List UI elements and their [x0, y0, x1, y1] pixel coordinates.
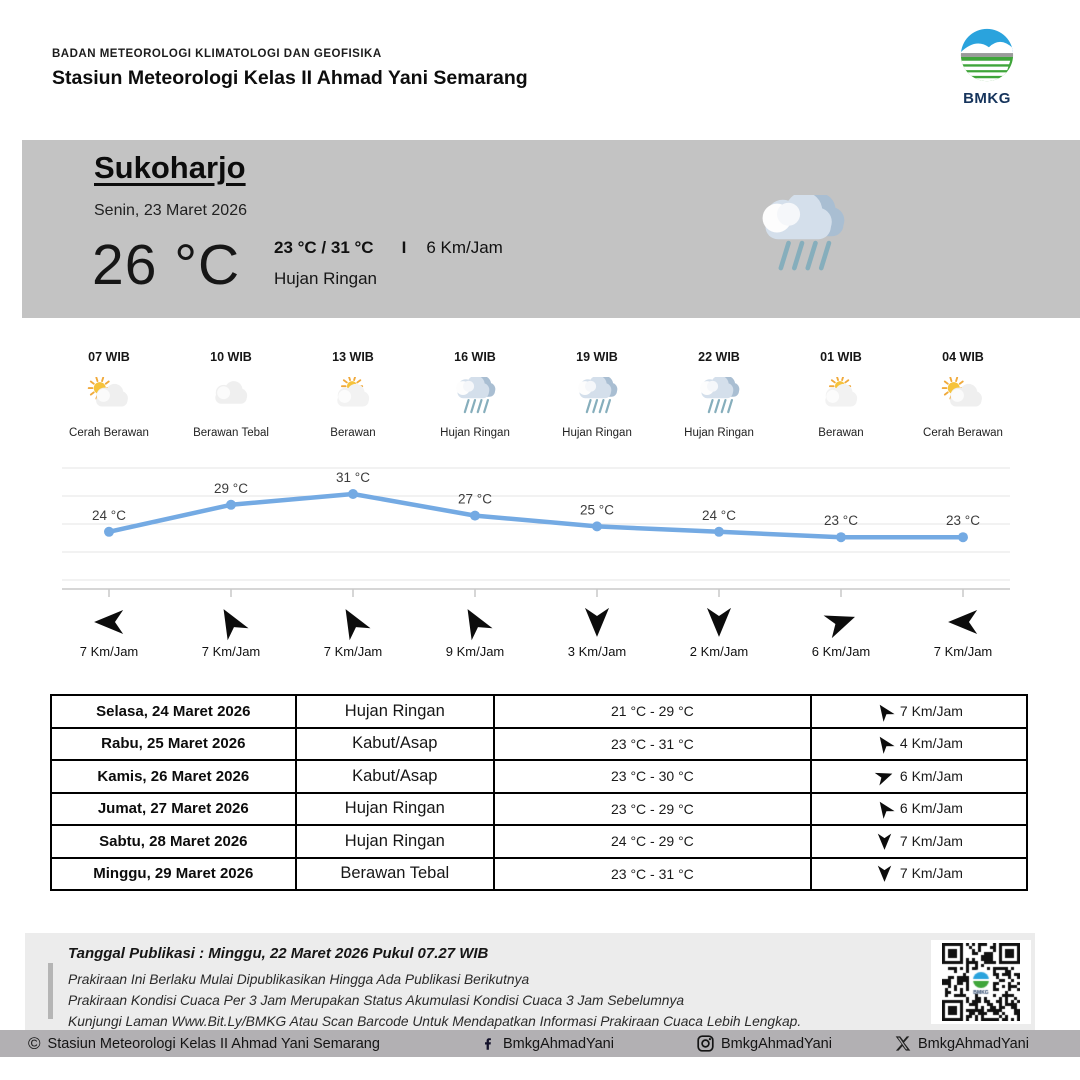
berawan-icon — [292, 370, 414, 424]
wind-direction-icon — [902, 602, 1024, 642]
wind-direction-icon — [658, 602, 780, 642]
wind-item — [414, 602, 536, 659]
wind-speed: 2 Km/Jam — [689, 644, 749, 659]
footer-notes — [68, 969, 801, 1032]
svg-text:25 °C: 25 °C — [580, 502, 614, 518]
facebook-handle: BmkgAhmadYani — [503, 1035, 614, 1052]
daily-wind: 7 Km/Jam — [811, 858, 1027, 891]
wind-direction-icon — [875, 703, 900, 719]
detail-separator: I — [401, 238, 407, 257]
daily-date: Selasa, 24 Maret 2026 — [51, 695, 296, 728]
hujan-ringan-icon — [414, 370, 536, 424]
wind-direction-icon — [292, 602, 414, 642]
footer-note-line: Prakiraan Ini Berlaku Mulai Dipublikasikan Hingga Ada Publikasi Berikutnya — [68, 972, 530, 987]
table-row — [51, 858, 1027, 891]
daily-wind: 7 Km/Jam — [811, 825, 1027, 858]
hourly-condition: Hujan Ringan — [440, 427, 510, 439]
wind-speed: 7 Km/Jam — [79, 644, 139, 659]
bmkg-logo-icon — [958, 71, 1016, 88]
berawan-icon — [780, 370, 902, 424]
bmkg-logo — [952, 26, 1022, 107]
daily-forecast-table — [50, 694, 1028, 891]
social-facebook — [480, 1030, 614, 1057]
wind-speed: 7 Km/Jam — [201, 644, 261, 659]
wind-speed: 9 Km/Jam — [445, 644, 505, 659]
wind-item — [902, 602, 1024, 659]
wind-item — [292, 602, 414, 659]
footer-note-line: Kunjungi Laman Www.Bit.Ly/BMKG Atau Scan Barcode Untuk Mendapatkan Informasi Prakiraan Cuaca Lebih Lengkap. — [68, 1014, 802, 1029]
temperature-chart-svg — [48, 458, 1024, 600]
current-wind: 6 Km/Jam — [426, 238, 503, 257]
hourly-item — [780, 350, 902, 439]
cerah-berawan-icon — [902, 370, 1024, 424]
hourly-time: 04 WIB — [942, 350, 984, 364]
daily-temp-range: 24 °C - 29 °C — [494, 825, 811, 858]
daily-wind: 4 Km/Jam — [811, 728, 1027, 761]
wind-direction-icon — [875, 865, 900, 881]
hujan-ringan-icon — [658, 370, 780, 424]
daily-date: Rabu, 25 Maret 2026 — [51, 728, 296, 761]
instagram-handle: BmkgAhmadYani — [721, 1035, 832, 1052]
station-name: Stasiun Meteorologi Kelas II Ahmad Yani Semarang — [52, 67, 528, 89]
daily-temp-range: 23 °C - 31 °C — [494, 728, 811, 761]
daily-date: Minggu, 29 Maret 2026 — [51, 858, 296, 891]
publication-date: Tanggal Publikasi : Minggu, 22 Maret 2026 Pukul 07.27 WIB — [68, 945, 489, 962]
daily-condition: Kabut/Asap — [296, 728, 494, 761]
location-title: Sukoharjo — [94, 150, 246, 185]
daily-condition: Berawan Tebal — [296, 858, 494, 891]
svg-text:24 °C: 24 °C — [702, 507, 736, 523]
temperature-chart — [48, 458, 1024, 605]
table-row — [51, 728, 1027, 761]
x-handle: BmkgAhmadYani — [918, 1035, 1029, 1052]
hourly-item — [170, 350, 292, 439]
svg-text:23 °C: 23 °C — [946, 513, 980, 529]
svg-text:29 °C: 29 °C — [214, 480, 248, 496]
header-titles — [52, 48, 528, 90]
wind-item — [48, 602, 170, 659]
daily-date: Sabtu, 28 Maret 2026 — [51, 825, 296, 858]
wind-speed: 3 Km/Jam — [567, 644, 627, 659]
svg-text:23 °C: 23 °C — [824, 513, 858, 529]
wind-direction-icon — [875, 768, 900, 784]
wind-forecast-row — [48, 602, 1024, 659]
wind-direction-icon — [875, 833, 900, 849]
bottom-bar — [0, 1030, 1080, 1057]
daily-condition: Kabut/Asap — [296, 760, 494, 793]
current-condition: Hujan Ringan — [274, 269, 378, 288]
qr-code-icon — [942, 943, 1020, 1021]
daily-temp-range: 21 °C - 29 °C — [494, 695, 811, 728]
table-row — [51, 695, 1027, 728]
wind-direction-icon — [48, 602, 170, 642]
wind-direction-icon — [780, 602, 902, 642]
social-x — [895, 1030, 1029, 1057]
hourly-forecast-row — [48, 350, 1024, 439]
table-row — [51, 825, 1027, 858]
footer-panel — [25, 933, 1035, 1030]
wind-speed: 7 Km/Jam — [933, 644, 993, 659]
wind-direction-icon — [875, 800, 900, 816]
daily-condition: Hujan Ringan — [296, 825, 494, 858]
hourly-condition: Berawan — [818, 427, 864, 439]
wind-item — [536, 602, 658, 659]
qr-code — [931, 940, 1031, 1024]
hourly-time: 22 WIB — [698, 350, 740, 364]
instagram-icon — [697, 1035, 714, 1052]
table-row — [51, 793, 1027, 826]
wind-direction-icon — [536, 602, 658, 642]
svg-text:27 °C: 27 °C — [458, 491, 492, 507]
hourly-condition: Berawan Tebal — [193, 427, 269, 439]
hourly-time: 19 WIB — [576, 350, 618, 364]
daily-wind: 7 Km/Jam — [811, 695, 1027, 728]
daily-temp-range: 23 °C - 29 °C — [494, 793, 811, 826]
current-date: Senin, 23 Maret 2026 — [94, 202, 247, 219]
current-temperature: 26 °C — [92, 233, 241, 297]
hourly-condition: Berawan — [330, 427, 376, 439]
hourly-time: 13 WIB — [332, 350, 374, 364]
social-instagram — [697, 1030, 832, 1057]
current-conditions-card — [22, 140, 1080, 318]
header — [0, 0, 1080, 140]
wind-speed: 6 Km/Jam — [811, 644, 871, 659]
hourly-item — [902, 350, 1024, 439]
hourly-item — [536, 350, 658, 439]
bmkg-logo-label: BMKG — [963, 90, 1011, 107]
wind-item — [780, 602, 902, 659]
daily-temp-range: 23 °C - 31 °C — [494, 858, 811, 891]
daily-wind: 6 Km/Jam — [811, 793, 1027, 826]
copyright-item — [28, 1030, 380, 1057]
daily-condition: Hujan Ringan — [296, 695, 494, 728]
hourly-item — [48, 350, 170, 439]
wind-direction-icon — [170, 602, 292, 642]
table-row — [51, 760, 1027, 793]
footer-note-line: Prakiraan Kondisi Cuaca Per 3 Jam Merupakan Status Akumulasi Kondisi Cuaca 3 Jam Sebelumnya — [68, 993, 685, 1008]
temp-range: 23 °C / 31 °C — [274, 238, 374, 257]
copyright-text: Stasiun Meteorologi Kelas II Ahmad Yani Semarang — [47, 1035, 380, 1052]
wind-item — [658, 602, 780, 659]
daily-temp-range: 23 °C - 30 °C — [494, 760, 811, 793]
svg-text:24 °C: 24 °C — [92, 507, 126, 523]
hourly-item — [414, 350, 536, 439]
hourly-time: 16 WIB — [454, 350, 496, 364]
current-details — [274, 238, 503, 289]
daily-wind: 6 Km/Jam — [811, 760, 1027, 793]
hujan-ringan-icon — [536, 370, 658, 424]
hourly-time: 01 WIB — [820, 350, 862, 364]
facebook-icon — [480, 1036, 496, 1052]
hourly-time: 10 WIB — [210, 350, 252, 364]
hourly-condition: Hujan Ringan — [562, 427, 632, 439]
hourly-time: 07 WIB — [88, 350, 130, 364]
hourly-condition: Hujan Ringan — [684, 427, 754, 439]
wind-direction-icon — [875, 735, 900, 751]
cerah-berawan-icon — [48, 370, 170, 424]
wind-direction-icon — [414, 602, 536, 642]
daily-date: Jumat, 27 Maret 2026 — [51, 793, 296, 826]
current-weather-icon — [752, 195, 852, 285]
footer-accent-bar — [48, 963, 53, 1019]
svg-text:31 °C: 31 °C — [336, 470, 370, 485]
wind-item — [170, 602, 292, 659]
berawan-tebal-icon — [170, 370, 292, 424]
agency-name: BADAN METEOROLOGI KLIMATOLOGI DAN GEOFISIKA — [52, 48, 382, 60]
hourly-condition: Cerah Berawan — [69, 427, 149, 439]
daily-date: Kamis, 26 Maret 2026 — [51, 760, 296, 793]
hourly-item — [292, 350, 414, 439]
hourly-condition: Cerah Berawan — [923, 427, 1003, 439]
hourly-item — [658, 350, 780, 439]
daily-condition: Hujan Ringan — [296, 793, 494, 826]
x-icon — [895, 1036, 911, 1051]
wind-speed: 7 Km/Jam — [323, 644, 383, 659]
copyright-icon: © — [28, 1034, 41, 1053]
